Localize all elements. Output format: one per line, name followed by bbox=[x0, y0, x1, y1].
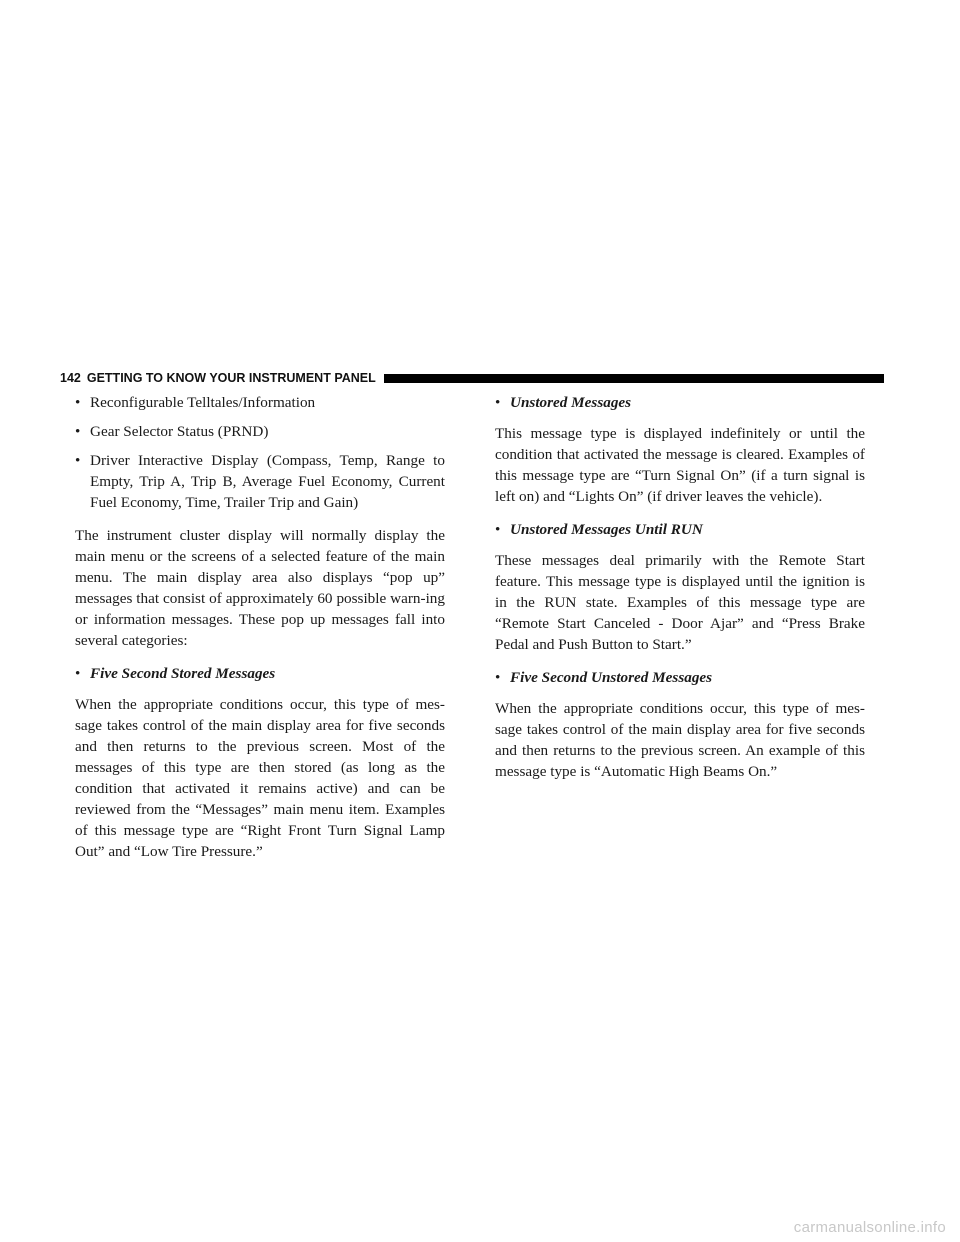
list-item bbox=[75, 421, 445, 442]
subheading-text: Five Second Stored Messages bbox=[90, 665, 276, 682]
list-item-text: Reconfigurable Telltales/Information bbox=[90, 394, 316, 411]
bullet-icon: • bbox=[75, 665, 81, 682]
subheading bbox=[495, 667, 865, 688]
bullet-icon: • bbox=[75, 423, 81, 440]
list-item-text: Gear Selector Status (PRND) bbox=[90, 423, 269, 440]
bullet-icon: • bbox=[495, 669, 501, 686]
subheading bbox=[495, 392, 865, 413]
right-column bbox=[495, 392, 865, 794]
subheading bbox=[495, 519, 865, 540]
bullet-icon: • bbox=[75, 452, 81, 469]
paragraph: These messages deal primarily with the Remote Start feature. This message type is displayed until the ignition is in the RUN state. Examples of this message type are “Remote Start Canceled - Door Ajar” and “Press Brake Pedal and Push Button to Start.” bbox=[495, 552, 865, 653]
paragraph: The instrument cluster display will normally display the main menu or the screens of a selected feature of the main menu. The main display area also displays “pop up” messages that consist of approximately 60 possible warn-ing or information messages. These pop up messages fall into several categories: bbox=[75, 527, 445, 649]
bullet-icon: • bbox=[75, 394, 81, 411]
list-item-text: Driver Interactive Display (Compass, Temp, Range to Empty, Trip A, Trip B, Average Fuel Economy, Current Fuel Economy, Time, Trailer Trip and Gain) bbox=[90, 452, 445, 511]
page-header bbox=[60, 369, 884, 387]
bullet-icon: • bbox=[495, 521, 501, 538]
page-number: 142 bbox=[60, 371, 81, 385]
list-item bbox=[75, 392, 445, 413]
subheading bbox=[75, 663, 445, 684]
paragraph: When the appropriate conditions occur, this type of mes-sage takes control of the main display area for five seconds and then returns to the previous screen. An example of this message type is “Automatic High Beams On.” bbox=[495, 700, 865, 780]
list-item bbox=[75, 450, 445, 513]
header-rule bbox=[384, 374, 884, 383]
subheading-text: Unstored Messages bbox=[510, 394, 632, 411]
paragraph: When the appropriate conditions occur, this type of mes-sage takes control of the main display area for five seconds and then returns to the previous screen. Most of the messages of this type are then stored (as long as the condition that activated it remains active) and can be reviewed from the “Messages” main menu item. Examples of this message type are “Right Front Turn Signal Lamp Out” and “Low Tire Pressure.” bbox=[75, 696, 445, 860]
left-column bbox=[75, 392, 445, 874]
bullet-icon: • bbox=[495, 394, 501, 411]
subheading-text: Unstored Messages Until RUN bbox=[510, 521, 703, 538]
section-title: GETTING TO KNOW YOUR INSTRUMENT PANEL bbox=[86, 371, 376, 385]
paragraph: This message type is displayed indefinitely or until the condition that activated the message is cleared. Examples of this message type are “Turn Signal On” (if a turn signal is left on) and “Lights On” (if driver leaves the vehicle). bbox=[495, 425, 865, 505]
subheading-text: Five Second Unstored Messages bbox=[510, 669, 713, 686]
watermark: carmanualsonline.info bbox=[793, 1219, 946, 1236]
